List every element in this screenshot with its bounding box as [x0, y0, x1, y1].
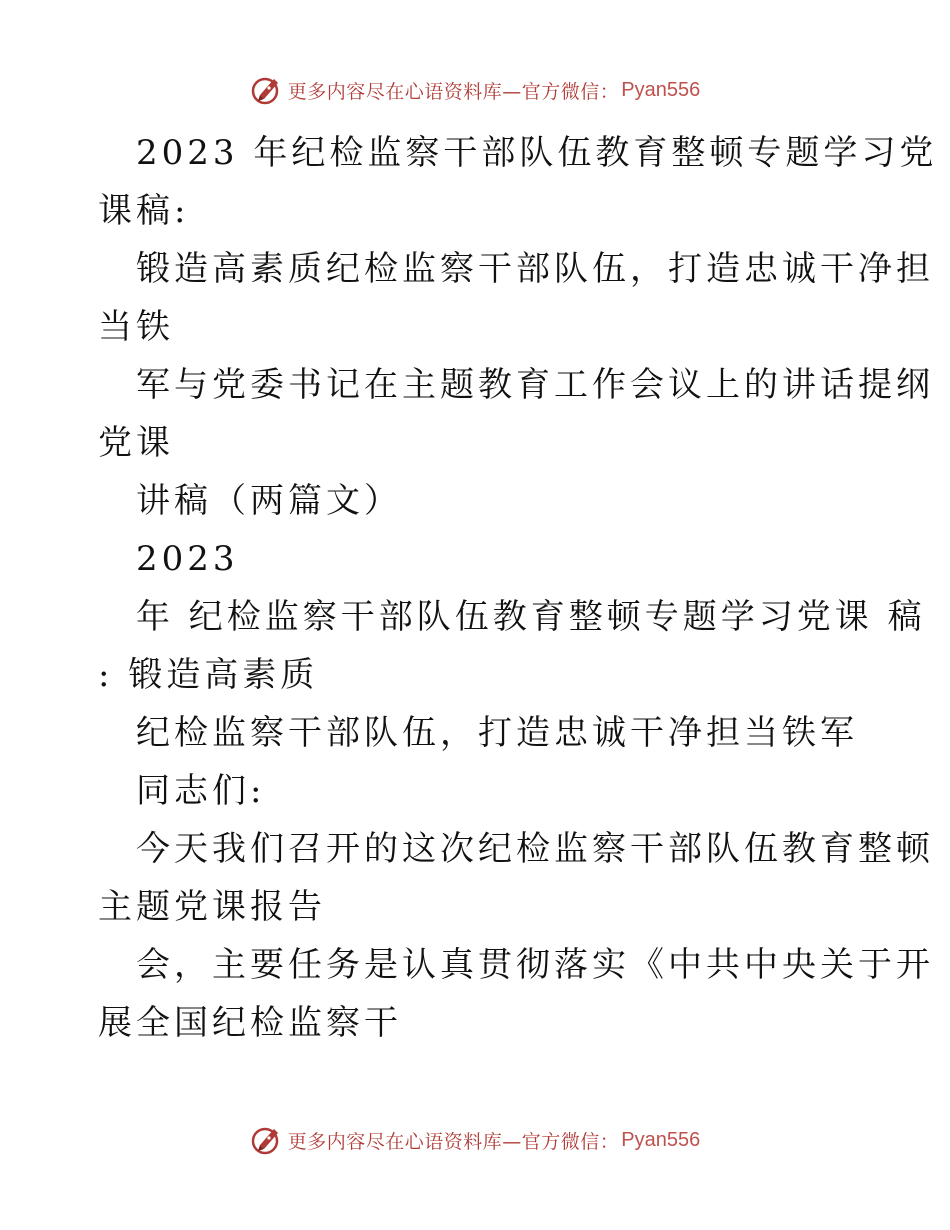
- wechat-handle: Pyan556: [621, 78, 701, 101]
- text-line: 2023: [136, 539, 239, 579]
- text-line: 展全国纪检监察干: [98, 1003, 402, 1043]
- header-banner: [0, 70, 950, 110]
- banner-text: 更多内容尽在心语资料库—官方微信：: [287, 1130, 620, 1153]
- text-line: 课稿:: [98, 191, 190, 231]
- text-line: 今天我们召开的这次纪检监察干部队伍教育整顿: [136, 829, 934, 869]
- banner-text: 更多内容尽在心语资料库—官方微信：: [287, 80, 620, 103]
- text-line: 锻造高素质纪检监察干部队伍，打造忠诚干净担: [136, 249, 934, 289]
- text-line: 主题党课报告: [98, 887, 326, 927]
- text-line: 年 纪检监察干部队伍教育整顿专题学习党课 稿: [136, 597, 926, 637]
- text-line: : 锻造高素质: [98, 655, 319, 695]
- text-line: 2023 年纪检监察干部队伍教育整顿专题学习党: [136, 133, 938, 173]
- document-body: [98, 124, 938, 1052]
- text-line: 讲稿（两篇文）: [136, 481, 402, 521]
- footer-banner: [0, 1120, 950, 1160]
- wechat-handle: Pyan556: [621, 1128, 701, 1151]
- text-line: 当铁: [98, 307, 174, 347]
- text-line: 同志们:: [136, 771, 266, 811]
- text-line: 纪检监察干部队伍，打造忠诚干净担当铁军: [136, 713, 858, 753]
- pen-nib-logo-icon: [250, 73, 284, 107]
- text-line: 会，主要任务是认真贯彻落实《中共中央关于开: [136, 945, 934, 985]
- text-line: 党课: [98, 423, 174, 463]
- text-line: 军与党委书记在主题教育工作会议上的讲话提纲: [136, 365, 934, 405]
- pen-nib-logo-icon: [250, 1123, 284, 1157]
